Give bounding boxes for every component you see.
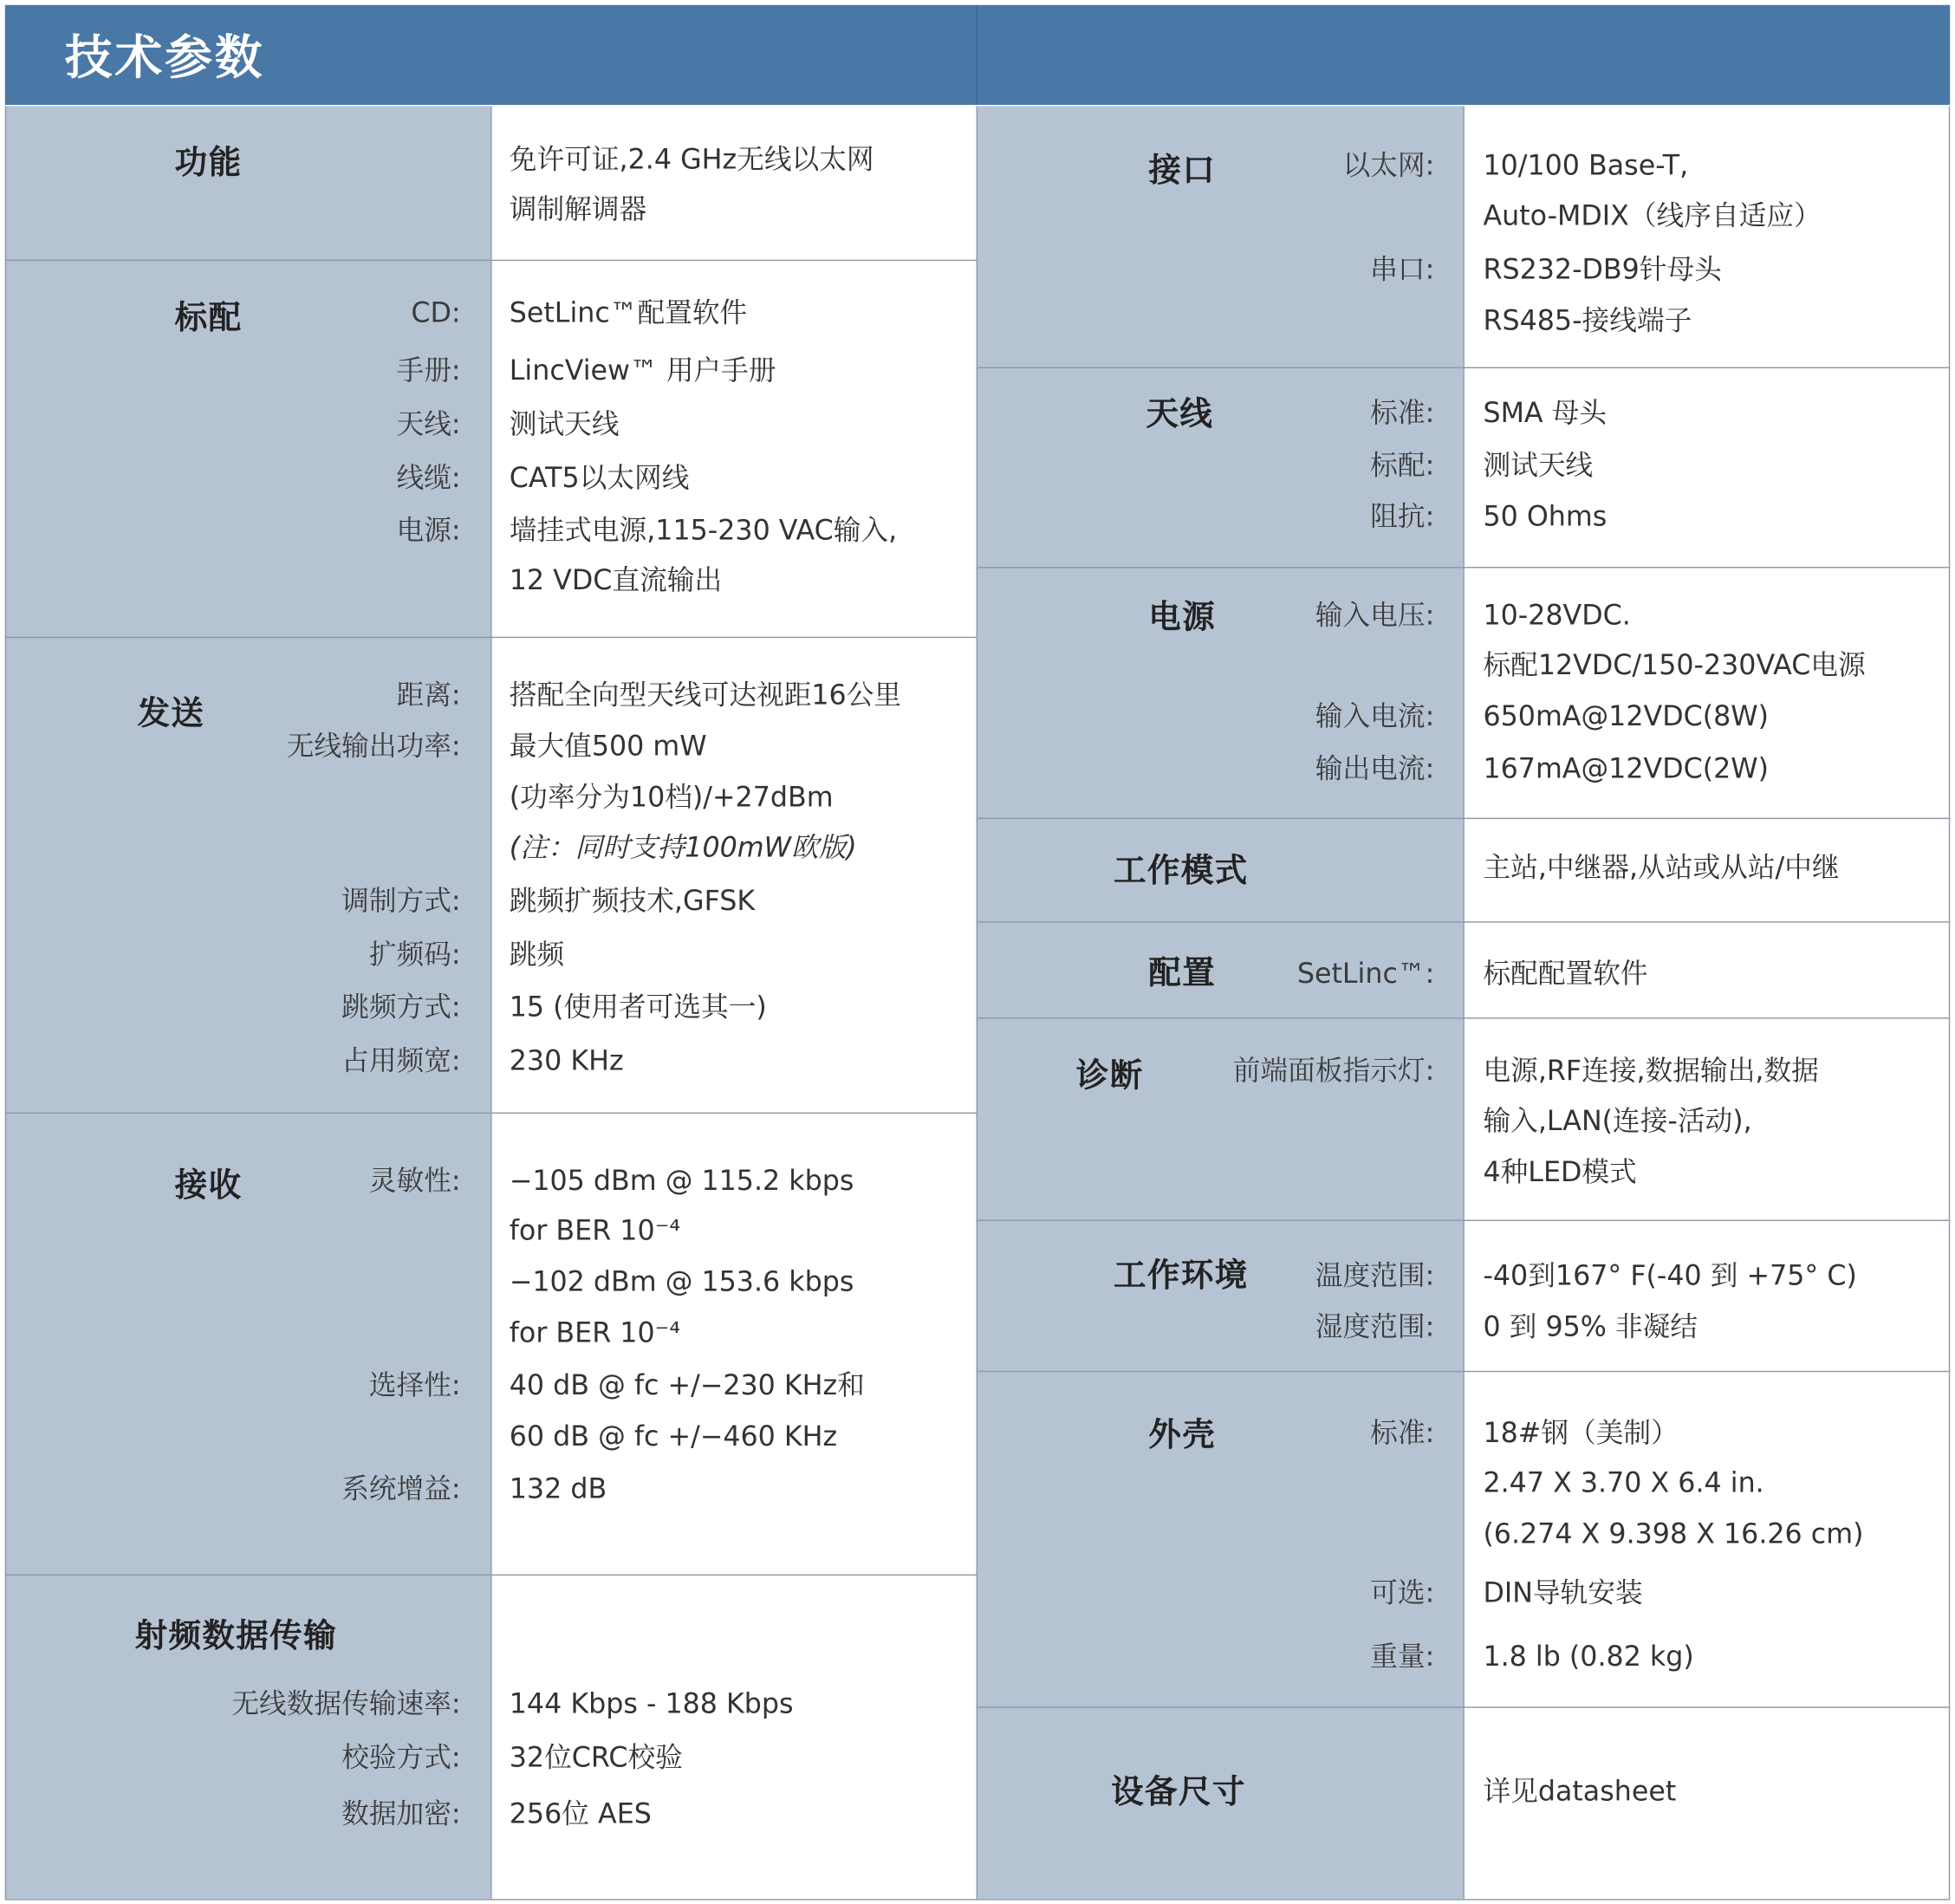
receive-value: 132 dB <box>509 1474 607 1506</box>
mode-value: 主站,中继器,从站或从站/中继 <box>1483 852 1840 884</box>
rf-value: 256位 AES <box>509 1798 652 1830</box>
transmit-value: 跳频扩频技术,GFSK <box>509 886 756 918</box>
dimensions-value: 详见datasheet <box>1483 1776 1677 1809</box>
housing-value: (6.274 X 9.398 X 16.26 cm) <box>1483 1519 1864 1551</box>
transmit-key: 调制方式: <box>341 886 461 918</box>
standard-key: CD: <box>411 298 461 330</box>
section-interface: 接口 <box>1148 152 1217 190</box>
row-divider <box>5 1575 977 1576</box>
row-divider <box>978 367 1950 368</box>
interface-key: 串口: <box>1370 254 1435 286</box>
receive-value: −102 dBm @ 153.6 kbps <box>509 1267 854 1299</box>
transmit-value: (功率分为10档)/+27dBm <box>509 783 834 815</box>
standard-key: 电源: <box>396 515 461 547</box>
section-receive: 接收 <box>174 1166 243 1205</box>
interface-value: 10/100 Base-T, <box>1483 151 1689 183</box>
power-value: 167mA@12VDC(2W) <box>1483 754 1769 786</box>
housing-key: 可选: <box>1370 1577 1435 1609</box>
row-divider <box>978 1706 1950 1707</box>
transmit-value: 搭配全向型天线可达视距16公里 <box>509 680 902 712</box>
housing-value: 18#钢（美制） <box>1483 1418 1679 1450</box>
standard-value: 测试天线 <box>509 409 620 441</box>
transmit-value: 最大值500 mW <box>509 731 707 764</box>
standard-key: 天线: <box>396 409 461 441</box>
row-divider <box>978 1371 1950 1372</box>
grid-line <box>490 106 491 1899</box>
rf-value: 144 Kbps - 188 Kbps <box>509 1689 794 1721</box>
diagnostics-key: 前端面板指示灯: <box>1232 1056 1435 1088</box>
rf-key: 校验方式: <box>341 1743 461 1775</box>
standard-value: LincView™ 用户手册 <box>509 355 776 387</box>
rf-key: 数据加密: <box>341 1798 461 1830</box>
config-key: SetLinc™: <box>1296 958 1435 991</box>
diagnostics-value: 4种LED模式 <box>1483 1157 1637 1189</box>
row-divider <box>978 1017 1950 1018</box>
standard-value: 12 VDC直流输出 <box>509 565 723 597</box>
transmit-value: 15 (使用者可选其一) <box>509 992 767 1024</box>
transmit-key: 无线输出功率: <box>286 731 461 764</box>
receive-value: for BER 10⁻⁴ <box>509 1216 681 1248</box>
diagnostics-value: 输入,LAN(连接-活动), <box>1483 1106 1752 1138</box>
receive-key: 选择性: <box>368 1370 461 1402</box>
housing-key: 重量: <box>1370 1641 1435 1673</box>
environment-key: 湿度范围: <box>1315 1312 1435 1344</box>
section-config: 配置 <box>1148 955 1217 993</box>
power-value: 650mA@12VDC(8W) <box>1483 701 1769 733</box>
transmit-value-note: (注：同时支持100mW欧版) <box>509 832 857 864</box>
right-label-column <box>978 106 1463 1899</box>
power-key: 输入电压: <box>1315 600 1435 632</box>
receive-key: 灵敏性: <box>368 1166 461 1198</box>
grid-line <box>977 106 978 1899</box>
standard-key: 线缆: <box>396 463 461 495</box>
interface-value: RS232-DB9针母头 <box>1483 254 1722 286</box>
receive-value: 60 dB @ fc +/−460 KHz <box>509 1421 838 1453</box>
power-value: 10-28VDC. <box>1483 600 1631 632</box>
section-diagnostics: 诊断 <box>1075 1057 1144 1095</box>
section-mode: 工作模式 <box>1114 852 1249 891</box>
receive-value: −105 dBm @ 115.2 kbps <box>509 1166 854 1198</box>
housing-value: 2.47 X 3.70 X 6.4 in. <box>1483 1468 1764 1500</box>
standard-value: 墙挂式电源,115-230 VAC输入, <box>509 515 898 547</box>
transmit-value: 230 KHz <box>509 1046 624 1078</box>
header-divider <box>977 5 978 105</box>
table-right-border <box>1949 106 1950 1899</box>
transmit-key: 跳频方式: <box>341 992 461 1024</box>
section-dimensions: 设备尺寸 <box>1111 1774 1246 1812</box>
power-key: 输入电流: <box>1315 701 1435 733</box>
rf-value: 32位CRC校验 <box>509 1743 683 1775</box>
section-antenna: 天线 <box>1146 395 1214 433</box>
housing-value: DIN导轨安装 <box>1483 1577 1643 1609</box>
section-housing: 外壳 <box>1148 1417 1217 1455</box>
transmit-key: 占用频宽: <box>341 1046 461 1078</box>
power-value: 标配12VDC/150-230VAC电源 <box>1483 650 1866 682</box>
receive-value: 40 dB @ fc +/−230 KHz和 <box>509 1370 865 1402</box>
section-environment: 工作环境 <box>1114 1257 1249 1295</box>
config-value: 标配配置软件 <box>1483 958 1648 991</box>
row-divider <box>5 637 977 638</box>
antenna-value: SMA 母头 <box>1483 398 1608 430</box>
environment-value: -40到167° F(-40 到 +75° C) <box>1483 1261 1857 1293</box>
page-title: 技术参数 <box>64 29 265 85</box>
section-rf: 射频数据传输 <box>134 1618 337 1656</box>
section-transmit: 发送 <box>137 695 205 733</box>
transmit-key: 扩频码: <box>368 939 461 971</box>
interface-key: 以太网: <box>1342 151 1435 183</box>
row-divider <box>5 1113 977 1114</box>
section-power: 电源 <box>1148 599 1217 637</box>
transmit-value: 跳频 <box>509 939 565 971</box>
function-value-line: 调制解调器 <box>509 194 647 226</box>
diagnostics-value: 电源,RF连接,数据输出,数据 <box>1483 1056 1819 1088</box>
environment-key: 温度范围: <box>1315 1261 1435 1293</box>
table-left-border <box>5 106 6 1899</box>
row-divider <box>978 818 1950 819</box>
antenna-key: 标准: <box>1370 398 1435 430</box>
standard-value: SetLinc™配置软件 <box>509 298 748 330</box>
function-value-line: 免许可证,2.4 GHz无线以太网 <box>509 145 874 177</box>
housing-key: 标准: <box>1370 1418 1435 1450</box>
receive-value: for BER 10⁻⁴ <box>509 1318 681 1350</box>
row-divider <box>978 567 1950 568</box>
interface-value: Auto-MDIX（线序自适应） <box>1483 200 1822 232</box>
row-divider <box>5 260 977 261</box>
transmit-key: 距离: <box>396 680 461 712</box>
interface-value: RS485-接线端子 <box>1483 305 1692 337</box>
row-divider <box>978 1219 1950 1220</box>
antenna-value: 50 Ohms <box>1483 502 1608 534</box>
section-standard: 标配 <box>174 299 243 337</box>
antenna-key: 阻抗: <box>1370 502 1435 534</box>
antenna-value: 测试天线 <box>1483 451 1594 483</box>
power-key: 输出电流: <box>1315 754 1435 786</box>
housing-value: 1.8 lb (0.82 kg) <box>1483 1641 1694 1673</box>
grid-line <box>1463 106 1464 1899</box>
environment-value: 0 到 95% 非凝结 <box>1483 1312 1698 1344</box>
section-function: 功能 <box>174 145 243 183</box>
antenna-key: 标配: <box>1370 451 1435 483</box>
right-value-column <box>1465 106 1950 1899</box>
table-bottom-border <box>5 1899 1950 1900</box>
standard-key: 手册: <box>396 355 461 387</box>
standard-value: CAT5以太网线 <box>509 463 690 495</box>
rf-key: 无线数据传输速率: <box>231 1689 461 1721</box>
receive-key: 系统增益: <box>341 1474 461 1506</box>
row-divider <box>978 921 1950 922</box>
